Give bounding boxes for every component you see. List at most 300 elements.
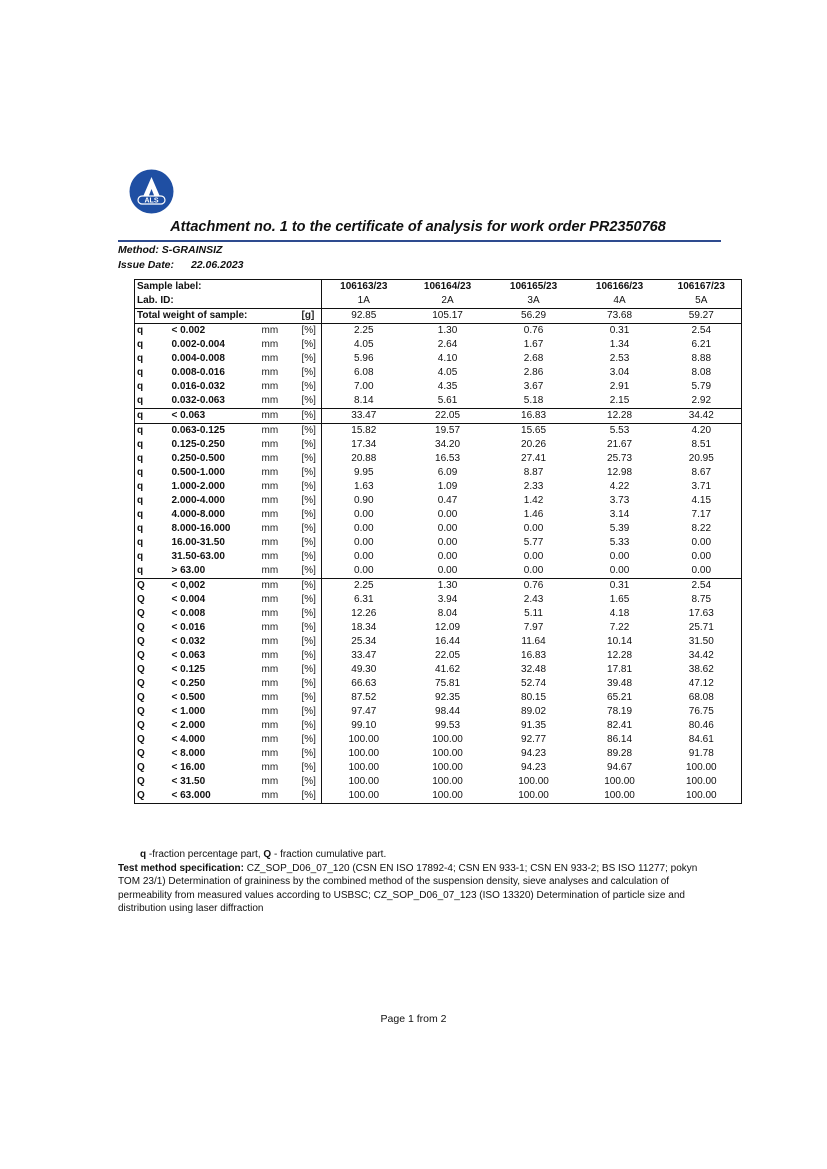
value-cell: 12.98 bbox=[607, 467, 633, 478]
value-cell: 25.34 bbox=[322, 635, 406, 649]
value-cell: 0.00 bbox=[322, 550, 406, 564]
value-cell: 1.46 bbox=[523, 509, 544, 520]
value-cell: 6.08 bbox=[322, 366, 406, 380]
value-cell: 0.00 bbox=[322, 536, 406, 550]
value-cell: 12.28 bbox=[578, 409, 662, 424]
value-cell: 100.00 bbox=[578, 789, 662, 804]
lab-id-cell: 4A bbox=[578, 294, 662, 309]
sample-label-cell: 106164/23 bbox=[423, 281, 472, 292]
unit-percent: [%] bbox=[301, 537, 316, 548]
size-range: < 16.00 bbox=[171, 762, 206, 773]
value-cell: 20.26 bbox=[521, 439, 547, 450]
size-range: 4.000-8.000 bbox=[171, 509, 225, 520]
legend-q: q bbox=[140, 849, 147, 860]
sample-label-row bbox=[135, 280, 742, 295]
unit-mm: mm bbox=[261, 495, 279, 506]
lab-id-row bbox=[135, 294, 742, 309]
value-cell: 7.00 bbox=[322, 380, 406, 394]
unit-percent: [%] bbox=[301, 678, 316, 689]
value-cell: 2.33 bbox=[523, 481, 544, 492]
lab-id-cell: 1A bbox=[322, 294, 406, 309]
sample-label-cell: 106165/23 bbox=[509, 281, 558, 292]
size-range: 0.063-0.125 bbox=[171, 425, 225, 436]
fraction-type: q bbox=[137, 453, 144, 464]
fraction-type: Q bbox=[137, 734, 145, 745]
table-row bbox=[135, 352, 742, 366]
value-cell: 80.15 bbox=[521, 692, 547, 703]
value-cell: 34.20 bbox=[435, 439, 461, 450]
unit-mm: mm bbox=[261, 762, 279, 773]
table-row bbox=[135, 466, 742, 480]
table-row bbox=[135, 452, 742, 466]
value-cell: 8.88 bbox=[691, 353, 712, 364]
unit-percent: [%] bbox=[301, 339, 316, 350]
sample-label-cell: 106163/23 bbox=[322, 280, 406, 295]
value-cell: 99.53 bbox=[435, 720, 461, 731]
fraction-type: q bbox=[137, 381, 144, 392]
unit-mm: mm bbox=[261, 748, 279, 759]
value-cell: 0.00 bbox=[322, 564, 406, 579]
table-row bbox=[135, 691, 742, 705]
value-cell: 21.67 bbox=[607, 439, 633, 450]
unit-mm: mm bbox=[261, 481, 279, 492]
value-cell: 1.34 bbox=[609, 339, 630, 350]
fraction-type: q bbox=[137, 537, 144, 548]
unit-percent: [%] bbox=[301, 608, 316, 619]
value-cell: 7.17 bbox=[691, 509, 712, 520]
value-cell: 5.39 bbox=[609, 523, 630, 534]
table-row bbox=[135, 409, 742, 424]
table-row bbox=[135, 621, 742, 635]
table-row bbox=[135, 593, 742, 607]
value-cell: 31.50 bbox=[688, 636, 714, 647]
unit-mm: mm bbox=[261, 425, 279, 436]
unit-mm: mm bbox=[261, 664, 279, 675]
unit-mm: mm bbox=[261, 734, 279, 745]
total-weight-cell: 105.17 bbox=[406, 309, 490, 324]
fraction-type: Q bbox=[137, 720, 145, 731]
value-cell: 0.00 bbox=[662, 564, 742, 579]
table-row bbox=[135, 705, 742, 719]
unit-mm: mm bbox=[260, 394, 300, 409]
value-cell: 12.09 bbox=[435, 622, 461, 633]
unit-percent: [%] bbox=[300, 409, 322, 424]
unit-percent: [%] bbox=[300, 789, 322, 804]
value-cell: 0.90 bbox=[322, 494, 406, 508]
value-cell: 1.42 bbox=[523, 495, 544, 506]
spec-text: CZ_SOP_D06_07_120 (CSN EN ISO 17892-4; CSN EN 933-1; CSN EN 933-2; BS ISO 11277; pokyn TOM 23/1) Determination of graininess by the combined method of the suspension density, sieve analyses and calculation of permeability from measured values according to USBSC; CZ_SOP_D06_07_123 (ISO 13320) Determination of particle size and distribution using laser diffraction bbox=[118, 862, 698, 914]
value-cell: 0.00 bbox=[490, 564, 578, 579]
logo-text: ALS bbox=[144, 197, 159, 205]
value-cell: 65.21 bbox=[607, 692, 633, 703]
unit-percent: [%] bbox=[301, 664, 316, 675]
fraction-type: Q bbox=[135, 789, 170, 804]
size-range: 16.00-31.50 bbox=[171, 537, 225, 548]
value-cell: 16.53 bbox=[435, 453, 461, 464]
unit-mm: mm bbox=[261, 608, 279, 619]
table-row bbox=[135, 564, 742, 579]
unit-mm: mm bbox=[261, 706, 279, 717]
value-cell: 92.35 bbox=[435, 692, 461, 703]
value-cell: 3.94 bbox=[437, 594, 458, 605]
fraction-type: Q bbox=[137, 622, 145, 633]
value-cell: 5.96 bbox=[322, 352, 406, 366]
value-cell: 34.42 bbox=[662, 409, 742, 424]
value-cell: 0.76 bbox=[523, 325, 544, 336]
unit-percent: [%] bbox=[301, 762, 316, 773]
fraction-type: q bbox=[137, 339, 144, 350]
table-row bbox=[135, 775, 742, 789]
size-range: 0.125-0.250 bbox=[171, 439, 225, 450]
unit-percent: [%] bbox=[301, 706, 316, 717]
fraction-type: q bbox=[135, 394, 170, 409]
legend-Q: Q bbox=[263, 849, 272, 860]
value-cell: 0.00 bbox=[691, 551, 712, 562]
unit-percent: [%] bbox=[301, 495, 316, 506]
value-cell: 17.81 bbox=[607, 664, 633, 675]
value-cell: 89.28 bbox=[607, 748, 633, 759]
value-cell: 3.71 bbox=[691, 481, 712, 492]
fraction-type: q bbox=[137, 353, 144, 364]
fraction-type: q bbox=[135, 409, 170, 424]
fraction-type: q bbox=[137, 495, 144, 506]
table-row bbox=[135, 677, 742, 691]
value-cell: 10.14 bbox=[607, 636, 633, 647]
table-row bbox=[135, 380, 742, 394]
size-range: < 0.500 bbox=[171, 692, 206, 703]
value-cell: 5.79 bbox=[691, 381, 712, 392]
fraction-type: Q bbox=[137, 664, 145, 675]
size-range: 0.008-0.016 bbox=[171, 367, 225, 378]
value-cell: 4.15 bbox=[691, 495, 712, 506]
unit-mm: mm bbox=[261, 453, 279, 464]
unit-percent: [%] bbox=[301, 734, 316, 745]
value-cell: 8.75 bbox=[691, 594, 712, 605]
value-cell: 4.05 bbox=[437, 367, 458, 378]
fraction-type: Q bbox=[137, 650, 145, 661]
table-row bbox=[135, 719, 742, 733]
fraction-type: q bbox=[137, 325, 144, 336]
value-cell: 5.11 bbox=[524, 608, 543, 619]
value-cell: 100.00 bbox=[685, 776, 717, 787]
unit-percent: [%] bbox=[301, 439, 316, 450]
value-cell: 0.00 bbox=[609, 551, 630, 562]
value-cell: 39.48 bbox=[607, 678, 633, 689]
value-cell: 0.31 bbox=[609, 325, 630, 336]
unit-percent: [%] bbox=[301, 481, 316, 492]
unit-mm: mm bbox=[261, 439, 279, 450]
size-range: < 63.000 bbox=[170, 789, 260, 804]
spec-label: Test method specification: bbox=[118, 862, 244, 874]
value-cell: 52.74 bbox=[521, 678, 547, 689]
fraction-type: q bbox=[137, 467, 144, 478]
value-cell: 49.30 bbox=[322, 663, 406, 677]
value-cell: 6.21 bbox=[691, 339, 712, 350]
value-cell: 0.00 bbox=[578, 564, 662, 579]
value-cell: 9.95 bbox=[322, 466, 406, 480]
size-range: 1.000-2.000 bbox=[171, 481, 225, 492]
value-cell: 32.48 bbox=[521, 664, 547, 675]
table-row bbox=[135, 338, 742, 352]
test-method-specification bbox=[118, 862, 718, 916]
legend-q-text: -fraction percentage part, bbox=[146, 849, 264, 860]
unit-percent: [%] bbox=[301, 381, 316, 392]
value-cell: 0.00 bbox=[437, 523, 458, 534]
table-row bbox=[135, 789, 742, 804]
size-range: < 31.50 bbox=[171, 776, 206, 787]
value-cell: 0.47 bbox=[437, 495, 458, 506]
value-cell: 1.65 bbox=[609, 594, 630, 605]
size-range: 8.000-16.000 bbox=[171, 523, 231, 534]
value-cell: 1.09 bbox=[437, 481, 458, 492]
size-range: < 0.063 bbox=[170, 409, 260, 424]
value-cell: 0.76 bbox=[490, 579, 578, 594]
value-cell: 0.00 bbox=[437, 537, 458, 548]
value-cell: 100.00 bbox=[432, 734, 463, 745]
unit-percent: [%] bbox=[301, 353, 316, 364]
unit-mm: mm bbox=[260, 564, 300, 579]
unit-mm: mm bbox=[261, 776, 279, 787]
value-cell: 8.04 bbox=[437, 608, 458, 619]
fraction-type: Q bbox=[137, 678, 145, 689]
value-cell: 22.05 bbox=[435, 650, 461, 661]
size-range: < 0.004 bbox=[171, 594, 206, 605]
value-cell: 0.31 bbox=[578, 579, 662, 594]
unit-percent: [%] bbox=[301, 453, 316, 464]
lab-id-cell: 3A bbox=[490, 294, 578, 309]
als-logo bbox=[129, 169, 174, 214]
value-cell: 4.05 bbox=[322, 338, 406, 352]
value-cell: 47.12 bbox=[688, 678, 714, 689]
value-cell: 8.08 bbox=[691, 367, 712, 378]
value-cell: 1.67 bbox=[523, 339, 544, 350]
value-cell: 86.14 bbox=[607, 734, 633, 745]
value-cell: 16.83 bbox=[490, 409, 578, 424]
fraction-type: Q bbox=[137, 594, 145, 605]
value-cell: 92.77 bbox=[521, 734, 547, 745]
table-row bbox=[135, 522, 742, 536]
unit-percent: [%] bbox=[301, 692, 316, 703]
value-cell: 20.95 bbox=[688, 453, 714, 464]
sample-label-cell: 106167/23 bbox=[677, 281, 725, 292]
unit-mm: mm bbox=[261, 678, 279, 689]
value-cell: 100.00 bbox=[322, 761, 406, 775]
unit-percent: [%] bbox=[301, 622, 316, 633]
title-divider bbox=[118, 240, 721, 242]
issue-date-label: Issue Date: bbox=[118, 259, 175, 271]
value-cell: 89.02 bbox=[521, 706, 547, 717]
fraction-type: Q bbox=[137, 608, 145, 619]
size-range: < 0.063 bbox=[171, 650, 206, 661]
value-cell: 4.18 bbox=[609, 608, 630, 619]
size-range: 31.50-63.00 bbox=[171, 551, 225, 562]
value-cell: 15.65 bbox=[521, 425, 547, 436]
fraction-type: Q bbox=[137, 636, 145, 647]
value-cell: 1.30 bbox=[406, 579, 490, 594]
table-row bbox=[135, 550, 742, 564]
value-cell: 3.14 bbox=[609, 509, 630, 520]
value-cell: 15.82 bbox=[322, 424, 406, 439]
method-line bbox=[118, 244, 222, 256]
value-cell: 80.46 bbox=[688, 720, 714, 731]
value-cell: 100.00 bbox=[518, 776, 549, 787]
value-cell: 17.63 bbox=[688, 608, 714, 619]
value-cell: 100.00 bbox=[685, 762, 717, 773]
value-cell: 4.20 bbox=[691, 425, 712, 436]
value-cell: 3.67 bbox=[523, 381, 544, 392]
value-cell: 5.18 bbox=[490, 394, 578, 409]
size-range: < 0.002 bbox=[171, 325, 206, 336]
page-title: Attachment no. 1 to the certificate of analysis for work order PR2350768 bbox=[170, 219, 666, 235]
value-cell: 7.97 bbox=[523, 622, 544, 633]
value-cell: 5.77 bbox=[523, 537, 544, 548]
value-cell: 2.68 bbox=[523, 353, 544, 364]
value-cell: 68.08 bbox=[688, 692, 714, 703]
unit-percent: [%] bbox=[301, 650, 316, 661]
value-cell: 12.28 bbox=[607, 650, 633, 661]
als-logo-icon bbox=[129, 169, 174, 214]
value-cell: 25.71 bbox=[688, 622, 714, 633]
value-cell: 91.35 bbox=[521, 720, 547, 731]
value-cell: 82.41 bbox=[607, 720, 633, 731]
results-table-body bbox=[135, 280, 742, 804]
size-range: < 0.032 bbox=[171, 636, 206, 647]
value-cell: 2.25 bbox=[322, 324, 406, 339]
value-cell: 0.00 bbox=[322, 522, 406, 536]
unit-percent: [%] bbox=[301, 748, 316, 759]
value-cell: 18.34 bbox=[322, 621, 406, 635]
value-cell: 2.15 bbox=[578, 394, 662, 409]
unit-mm: mm bbox=[261, 367, 279, 378]
issue-date-line bbox=[118, 259, 244, 271]
size-range: > 63.00 bbox=[170, 564, 260, 579]
unit-mm: mm bbox=[261, 339, 279, 350]
issue-date-value: 22.06.2023 bbox=[190, 259, 244, 271]
fraction-type: Q bbox=[137, 762, 145, 773]
value-cell: 5.33 bbox=[609, 537, 630, 548]
value-cell: 2.53 bbox=[609, 353, 630, 364]
unit-percent: [%] bbox=[301, 594, 316, 605]
table-row bbox=[135, 366, 742, 380]
size-range: 2.000-4.000 bbox=[171, 495, 225, 506]
unit-mm: mm bbox=[260, 579, 300, 594]
value-cell: 91.78 bbox=[688, 748, 714, 759]
unit-mm: mm bbox=[261, 594, 279, 605]
value-cell: 8.51 bbox=[691, 439, 712, 450]
value-cell: 100.00 bbox=[432, 776, 463, 787]
total-weight-unit: [g] bbox=[300, 309, 322, 324]
table-row bbox=[135, 394, 742, 409]
value-cell: 100.00 bbox=[432, 748, 463, 759]
value-cell: 0.00 bbox=[437, 551, 458, 562]
fraction-type: q bbox=[137, 481, 144, 492]
size-range: < 0.008 bbox=[171, 608, 206, 619]
value-cell: 76.75 bbox=[688, 706, 714, 717]
value-cell: 97.47 bbox=[322, 705, 406, 719]
value-cell: 8.87 bbox=[523, 467, 544, 478]
value-cell: 1.63 bbox=[322, 480, 406, 494]
size-range: 0.500-1.000 bbox=[171, 467, 225, 478]
value-cell: 33.47 bbox=[322, 649, 406, 663]
unit-mm: mm bbox=[261, 636, 279, 647]
table-row bbox=[135, 747, 742, 761]
method-value: S-GRAINSIZ bbox=[161, 244, 223, 256]
results-table bbox=[134, 279, 742, 804]
value-cell: 2.43 bbox=[523, 594, 544, 605]
lab-id-cell: 2A bbox=[406, 294, 490, 309]
table-row bbox=[135, 579, 742, 594]
value-cell: 100.00 bbox=[662, 789, 742, 804]
unit-mm: mm bbox=[261, 523, 279, 534]
value-cell: 100.00 bbox=[490, 789, 578, 804]
value-cell: 0.00 bbox=[523, 523, 544, 534]
unit-percent: [%] bbox=[301, 425, 316, 436]
unit-percent: [%] bbox=[300, 579, 322, 594]
fraction-type: q bbox=[137, 523, 144, 534]
value-cell: 20.88 bbox=[322, 452, 406, 466]
fraction-type: Q bbox=[137, 706, 145, 717]
unit-percent: [%] bbox=[301, 325, 316, 336]
lab-id-header: Lab. ID: bbox=[135, 294, 322, 309]
value-cell: 6.31 bbox=[322, 593, 406, 607]
value-cell: 99.10 bbox=[322, 719, 406, 733]
fraction-type: q bbox=[137, 367, 144, 378]
table-row bbox=[135, 324, 742, 339]
unit-percent: [%] bbox=[301, 467, 316, 478]
size-range: 0.250-0.500 bbox=[171, 453, 225, 464]
unit-percent: [%] bbox=[300, 394, 322, 409]
value-cell: 25.73 bbox=[607, 453, 633, 464]
value-cell: 100.00 bbox=[322, 789, 406, 804]
total-weight-cell: 73.68 bbox=[578, 309, 662, 324]
unit-percent: [%] bbox=[300, 564, 322, 579]
value-cell: 2.91 bbox=[609, 381, 630, 392]
unit-mm: mm bbox=[261, 551, 279, 562]
fraction-type: q bbox=[137, 509, 144, 520]
value-cell: 0.00 bbox=[406, 564, 490, 579]
value-cell: 11.64 bbox=[521, 636, 546, 647]
value-cell: 17.34 bbox=[322, 438, 406, 452]
fraction-type: q bbox=[137, 425, 144, 436]
unit-mm: mm bbox=[261, 692, 279, 703]
total-weight-cell: 59.27 bbox=[662, 309, 742, 324]
legend-line bbox=[118, 848, 718, 862]
total-weight-cell: 92.85 bbox=[322, 309, 406, 324]
unit-mm: mm bbox=[261, 650, 279, 661]
table-row bbox=[135, 663, 742, 677]
value-cell: 2.64 bbox=[437, 339, 458, 350]
unit-percent: [%] bbox=[301, 367, 316, 378]
value-cell: 100.00 bbox=[406, 789, 490, 804]
unit-percent: [%] bbox=[301, 523, 316, 534]
unit-percent: [%] bbox=[301, 776, 316, 787]
value-cell: 100.00 bbox=[604, 776, 635, 787]
size-range: 0.032-0.063 bbox=[170, 394, 260, 409]
value-cell: 100.00 bbox=[322, 747, 406, 761]
size-range: < 0.016 bbox=[171, 622, 206, 633]
value-cell: 94.23 bbox=[521, 748, 547, 759]
total-weight-row bbox=[135, 309, 742, 324]
value-cell: 3.04 bbox=[609, 367, 630, 378]
value-cell: 1.30 bbox=[437, 325, 458, 336]
table-row bbox=[135, 424, 742, 439]
fraction-type: Q bbox=[137, 748, 145, 759]
value-cell: 98.44 bbox=[435, 706, 461, 717]
page-number: Page 1 from 2 bbox=[380, 1013, 447, 1025]
value-cell: 34.42 bbox=[688, 650, 714, 661]
value-cell: 94.23 bbox=[521, 762, 547, 773]
unit-percent: [%] bbox=[301, 720, 316, 731]
